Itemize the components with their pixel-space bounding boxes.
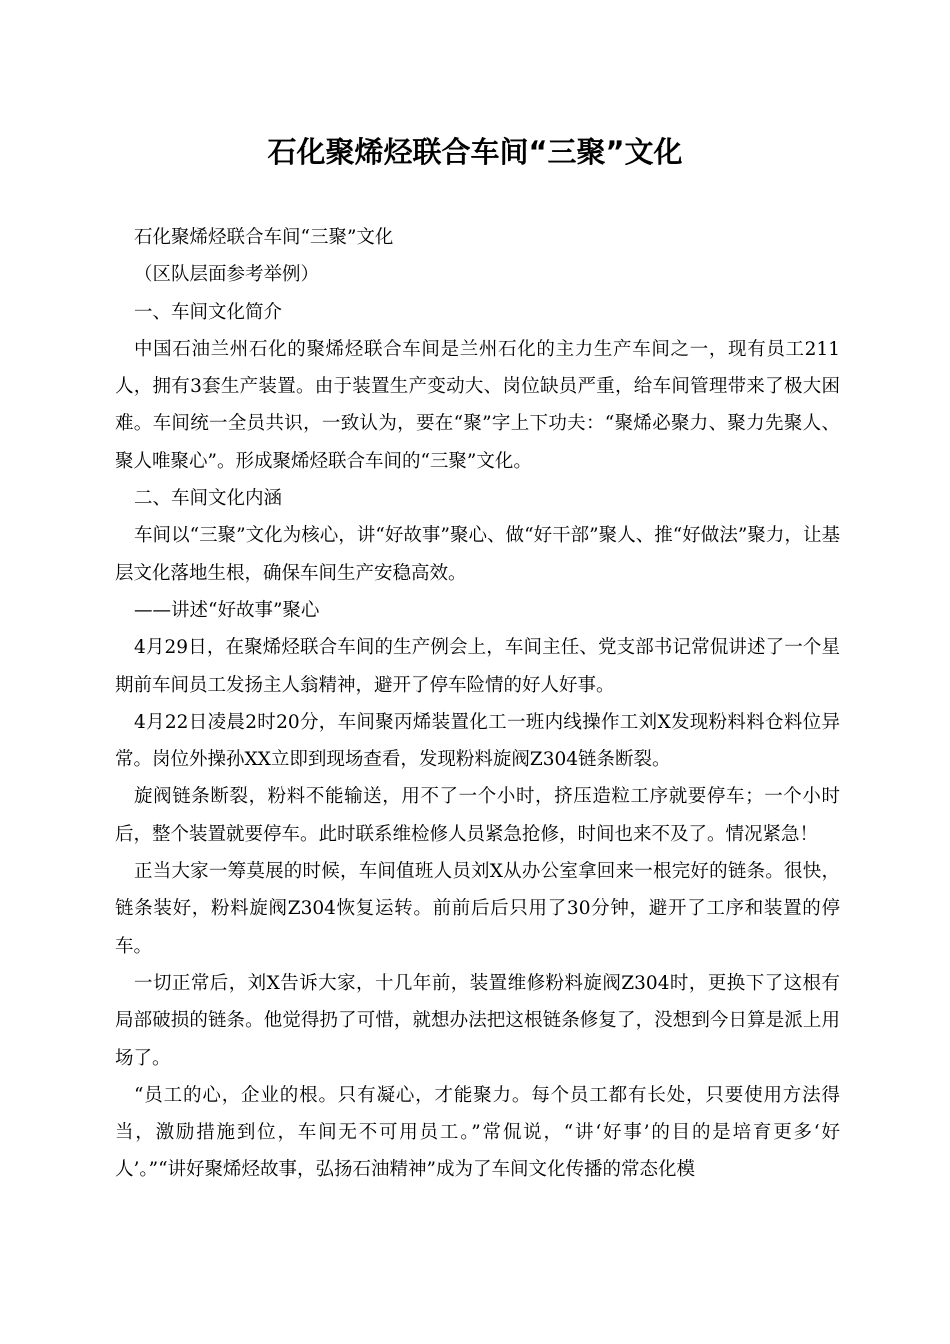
paragraph-quote: “员工的心，企业的根。只有凝心，才能聚力。每个员工都有长处，只要使用方法得当，激励措施到位，车间无不可用员工。”常侃说，“讲‘好事’的目的是培育更多‘好人’。”“讲好聚烯烃故事，弘扬石油精神”成为了车间文化传播的常态化模: [115, 1084, 840, 1181]
subtitle-note: （区队层面参考举例）: [134, 264, 320, 286]
document-title: 石化聚烯烃联合车间“三聚”文化: [267, 135, 683, 169]
paragraph-story-4: 正当大家一筹莫展的时候，车间值班人员刘X从办公室拿回来一根完好的链条。很快，链条装好，粉料旋阀Z304恢复运转。前前后后只用了30分钟，避开了工序和装置的停车。: [115, 861, 840, 957]
subsection-heading: ——讲述“好故事”聚心: [134, 599, 320, 621]
paragraph-intro: 中国石油兰州石化的聚烯烃联合车间是兰州石化的主力生产车间之一，现有员工211人，拥有3套生产装置。由于装置生产变动大、岗位缺员严重，给车间管理带来了极大困难。车间统一全员共识，一致认为，要在“聚”字上下功夫：“聚烯必聚力、聚力先聚人、聚人唯聚心”。形成聚烯烃联合车间的“三聚”文化。: [115, 338, 840, 472]
section-heading-2: 二、车间文化内涵: [134, 488, 283, 510]
paragraph-story-1: 4月29日，在聚烯烃联合车间的生产例会上，车间主任、党支部书记常侃讲述了一个星期前车间员工发扬主人翁精神，避开了停车险情的好人好事。: [115, 637, 840, 696]
paragraph-connotation: 车间以“三聚”文化为核心，讲“好故事”聚心、做“好干部”聚人、推“好做法”聚力，让基层文化落地生根，确保车间生产安稳高效。: [115, 525, 840, 584]
paragraph-story-5: 一切正常后，刘X告诉大家，十几年前，装置维修粉料旋阀Z304时，更换下了这根有局部破损的链条。他觉得扔了可惜，就想办法把这根链条修复了，没想到今日算是派上用场了。: [115, 972, 840, 1069]
section-heading-1: 一、车间文化简介: [134, 301, 283, 323]
paragraph-story-3: 旋阀链条断裂，粉料不能输送，用不了一个小时，挤压造粒工序就要停车；一个小时后，整个装置就要停车。此时联系维检修人员紧急抢修，时间也来不及了。情况紧急！: [115, 786, 840, 845]
paragraph-story-2: 4月22日凌晨2时20分，车间聚丙烯装置化工一班内线操作工刘X发现粉料料仓料位异常。岗位外操孙XX立即到现场查看，发现粉料旋阀Z304链条断裂。: [115, 711, 840, 771]
document-body: [115, 219, 840, 1189]
subtitle-line: 石化聚烯烃联合车间“三聚”文化: [134, 227, 394, 248]
